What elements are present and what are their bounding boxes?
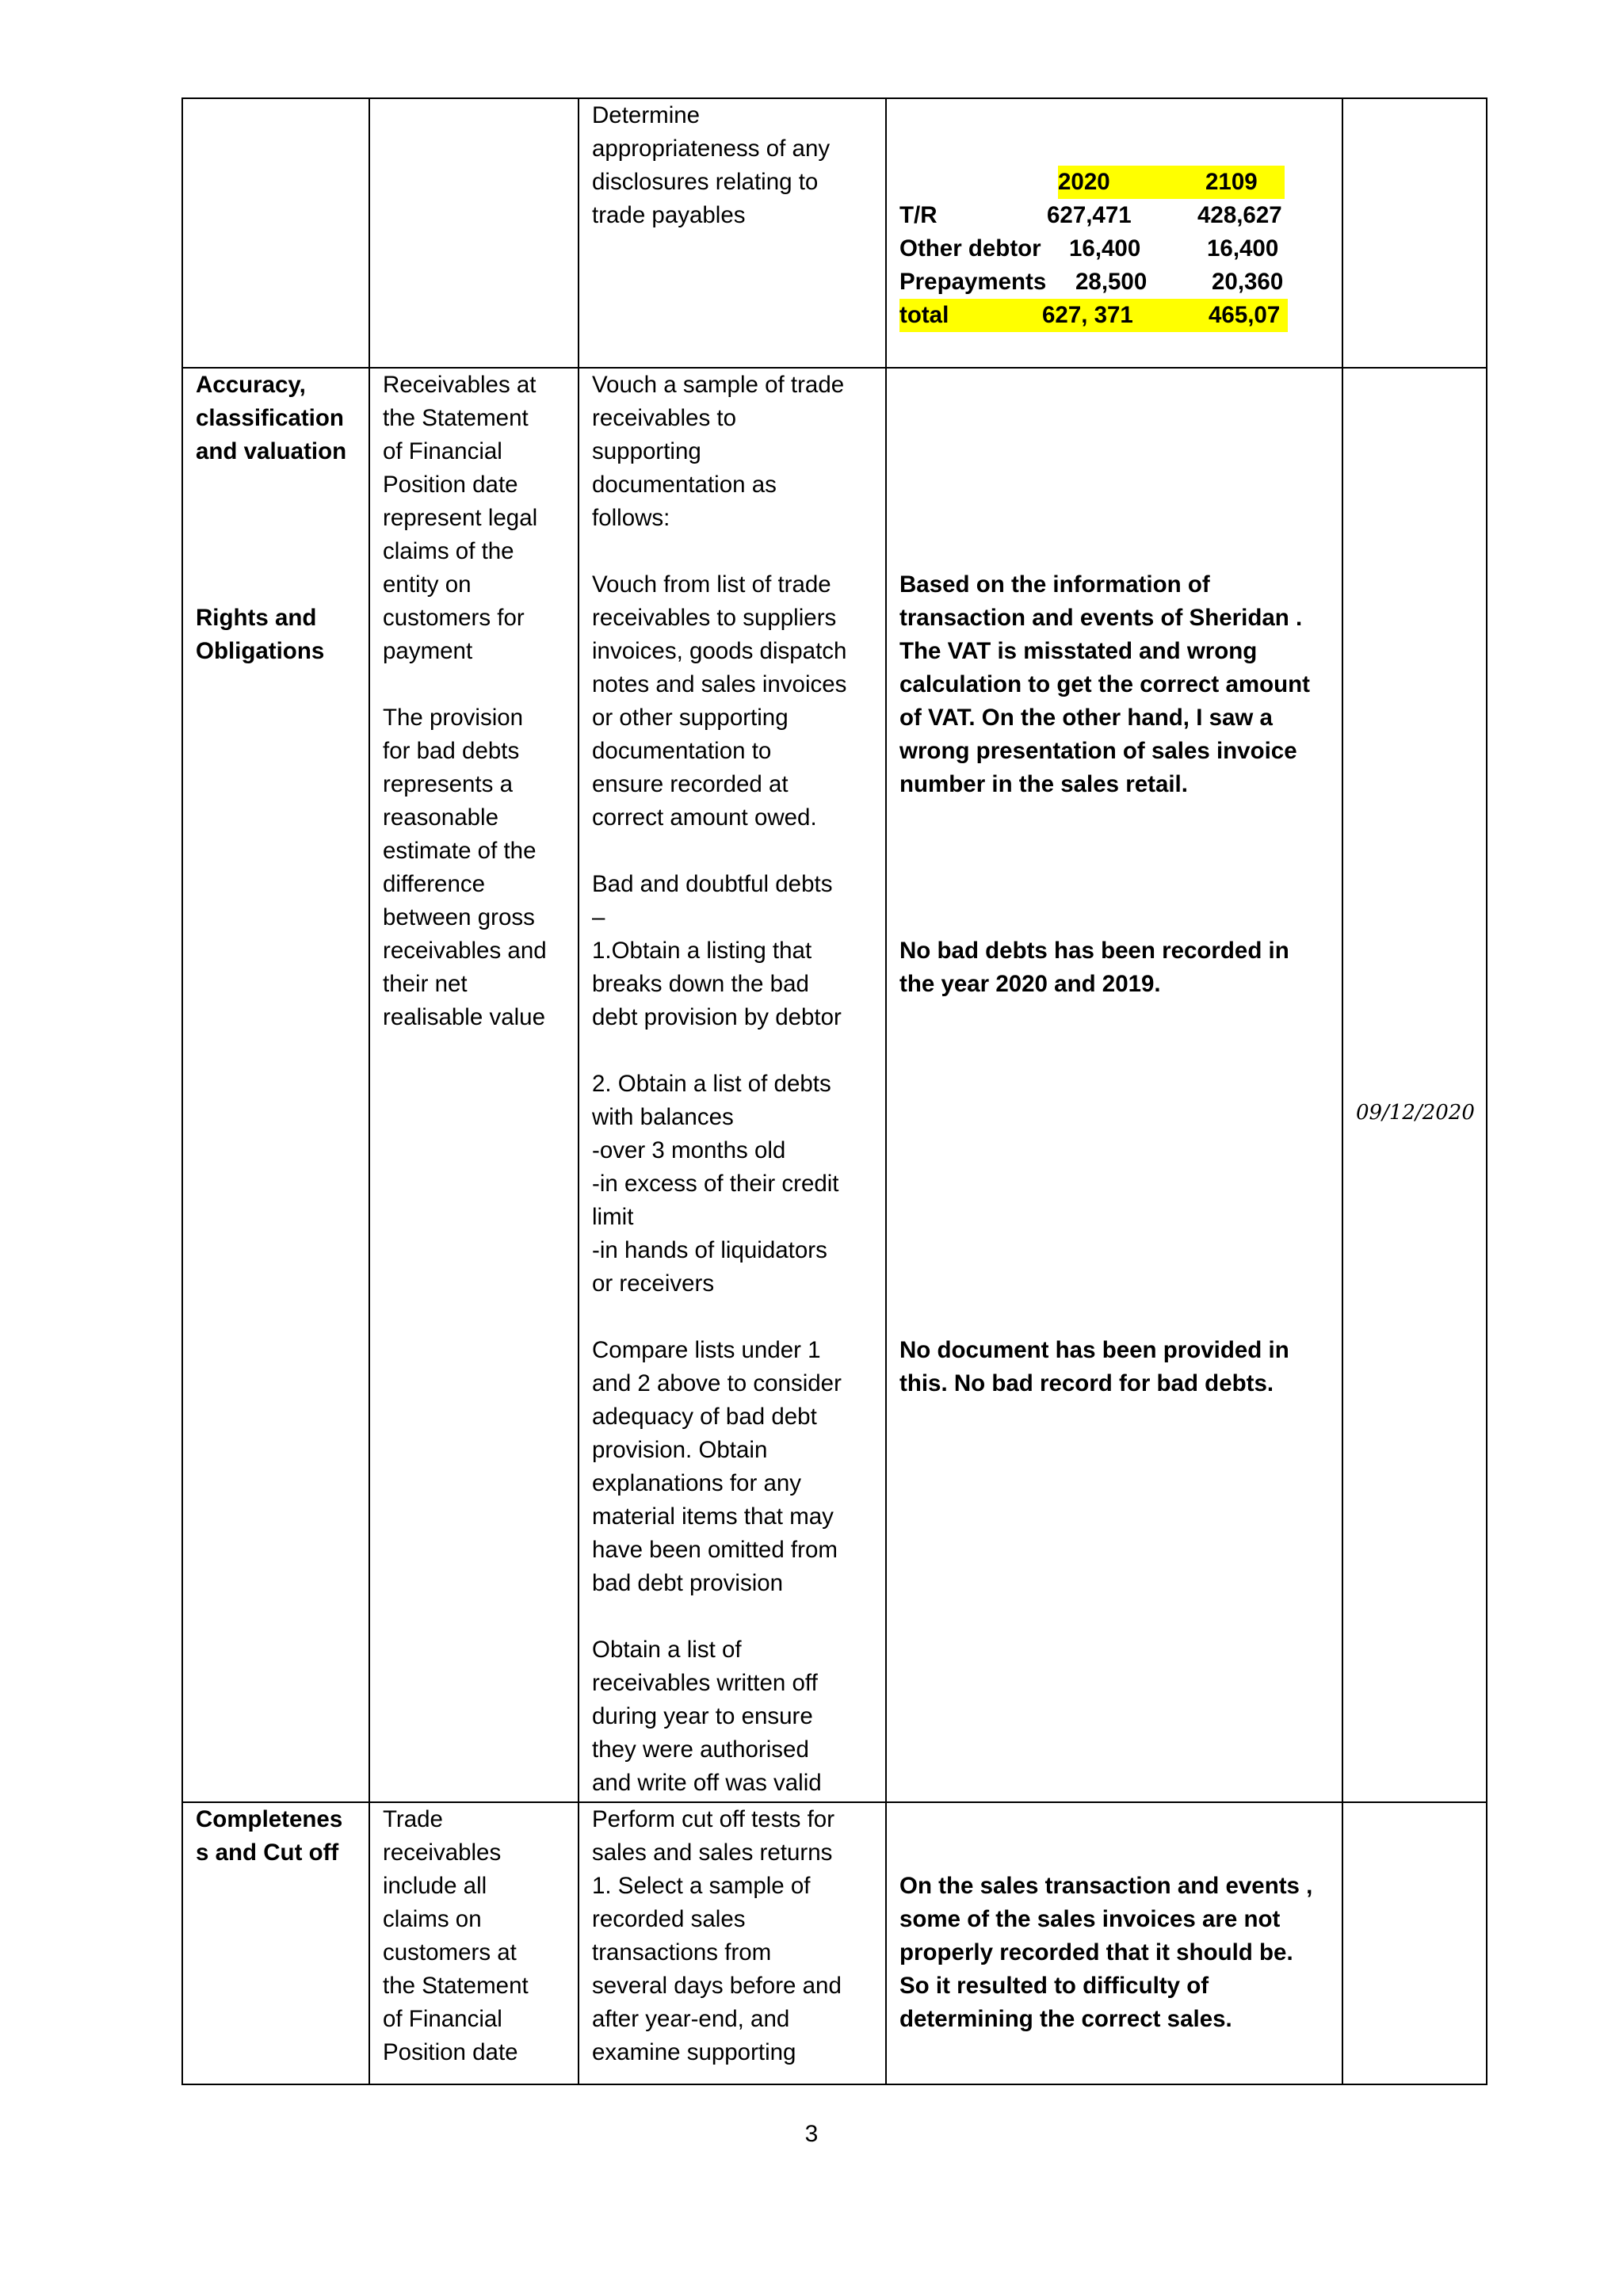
procedure-text: Bad and doubtful debts – 1.Obtain a listing that breaks down the bad debt provision by debtor [592, 871, 842, 1030]
figure-label: total [899, 302, 949, 328]
objective-cell [369, 1802, 579, 2084]
figures-total-row [899, 299, 1329, 332]
year-2109-header: 2109 [1177, 166, 1285, 199]
objective-cell [369, 98, 579, 368]
figure-value-2020: 627, 371 [1042, 302, 1133, 328]
procedure-text: Obtain a list of receivables written off during year to ensure they were authorised and write off was valid [592, 1637, 822, 1796]
table-row [182, 98, 1487, 368]
review-date: 09/12/2020 [1356, 1101, 1475, 1125]
finding-cell [886, 1802, 1342, 2084]
figure-value-2020: 627,471 [1047, 202, 1132, 228]
assertion-accuracy: Accuracy, classification and valuation [196, 372, 347, 464]
finding-cell [886, 368, 1342, 1802]
objective-cell [369, 368, 579, 1802]
assertion-cell [182, 368, 369, 1802]
figure-value-2020: 28,500 [1075, 269, 1148, 295]
figure-value-2020: 16,400 [1069, 235, 1141, 262]
procedure-text: 2. Obtain a list of debts with balances -over 3 months old -in excess of their credit limit -in hands of liquidators or receivers [592, 1071, 839, 1297]
figures-row [899, 232, 1329, 266]
date-cell [1342, 1802, 1487, 2084]
date-cell [1342, 98, 1487, 368]
procedure-text: Determine appropriateness of any disclosures relating to trade payables [592, 102, 831, 228]
assertion-rights: Rights and Obligations [196, 605, 325, 664]
procedure-cell [579, 368, 886, 1802]
figure-label: Prepayments [899, 269, 1047, 295]
figure-value-2109: 428,627 [1197, 202, 1282, 228]
finding-text: On the sales transaction and events , some of the sales invoices are not properly recorded that it should be. So it resulted to difficulty of determining the correct sales. [899, 1873, 1313, 2032]
procedure-cell [579, 98, 886, 368]
figures-header-row [899, 166, 1329, 199]
procedure-text: Vouch from list of trade receivables to suppliers invoices, goods dispatch notes and sales invoices or other supporting documentation to ensure recorded at correct amount owed. [592, 571, 847, 831]
year-2020-header: 2020 [1058, 166, 1177, 199]
page-number: 3 [804, 2121, 819, 2147]
date-cell [1342, 368, 1487, 1802]
figure-value-2109: 16,400 [1207, 235, 1279, 262]
figure-label: T/R [899, 202, 938, 228]
assertion-cell [182, 1802, 369, 2084]
audit-program-table [181, 97, 1487, 2085]
figure-value-2109: 465,07 [1209, 302, 1281, 328]
finding-text: Based on the information of transaction and events of Sheridan . The VAT is misstated and wrong calculation to get the correct amount of VAT. On the other hand, I saw a wrong presentation of sales invoice number in the sales retail. [899, 571, 1310, 797]
objective-provision: The provision for bad debts represents a reasonable estimate of the difference between gross receivables and their net realisable value [383, 705, 547, 1030]
figures-row [899, 199, 1329, 232]
assertion-completeness: Completenes s and Cut off [196, 1806, 343, 1866]
table-row [182, 368, 1487, 1802]
procedure-text: Perform cut off tests for sales and sales returns 1. Select a sample of recorded sales transactions from several days before and after year-end, and examine supporting [592, 1806, 842, 2065]
figure-label: Other debtor [899, 235, 1041, 262]
objective-text: Trade receivables include all claims on customers at the Statement of Financial Position date [383, 1806, 529, 2065]
figures-row [899, 266, 1329, 299]
finding-cell [886, 98, 1342, 368]
figure-value-2109: 20,360 [1212, 269, 1284, 295]
objective-receivables: Receivables at the Statement of Financial Position date represent legal claims of the entity on customers for payment [383, 372, 538, 664]
procedure-text: Vouch a sample of trade receivables to supporting documentation as follows: [592, 372, 845, 531]
procedure-text: Compare lists under 1 and 2 above to consider adequacy of bad debt provision. Obtain explanations for any material items that may have been omitted from bad debt provision [592, 1337, 842, 1596]
table-row [182, 1802, 1487, 2084]
finding-text: No document has been provided in this. No bad record for bad debts. [899, 1337, 1289, 1396]
financial-figures [899, 166, 1329, 332]
assertion-cell [182, 98, 369, 368]
procedure-cell [579, 1802, 886, 2084]
finding-text: No bad debts has been recorded in the year 2020 and 2019. [899, 938, 1289, 997]
